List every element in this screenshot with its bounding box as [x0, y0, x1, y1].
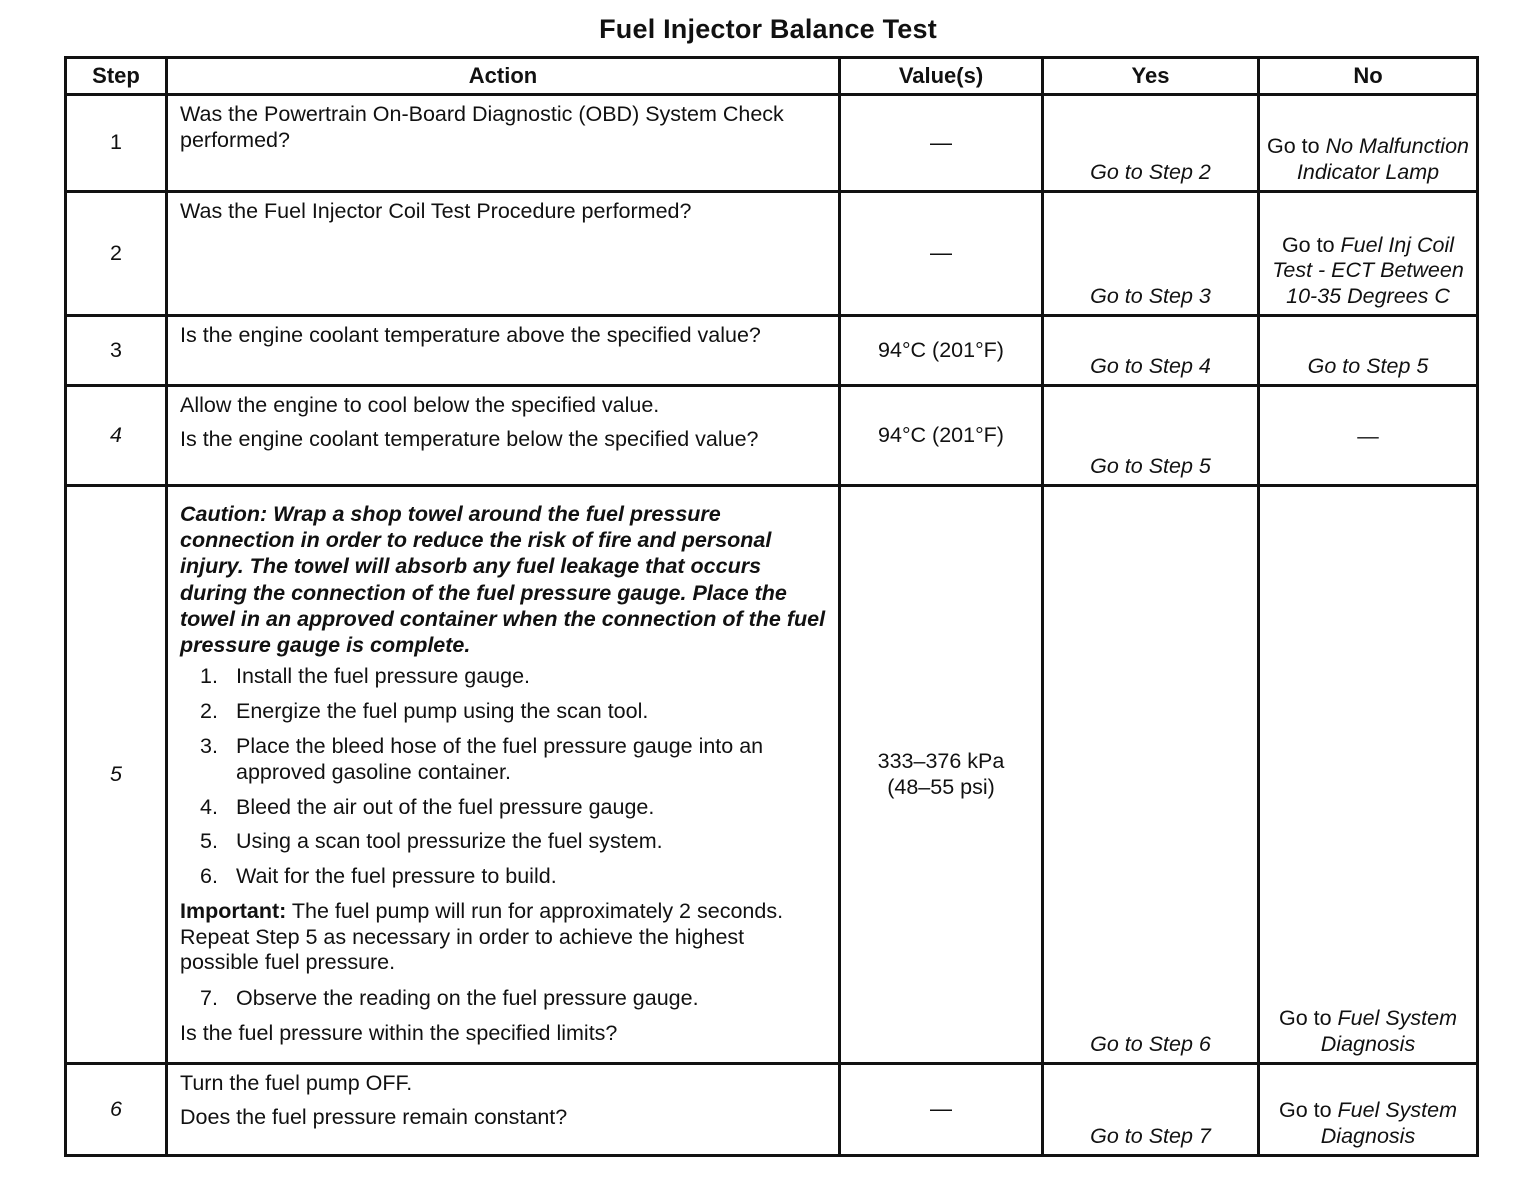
- action-text: Turn the fuel pump OFF.: [180, 1071, 413, 1095]
- yes-cell: Go to Step 4: [1043, 316, 1259, 386]
- no-cell: Go to Step 5: [1259, 316, 1478, 386]
- yes-cell: Go to Step 2: [1043, 95, 1259, 192]
- list-item: 2. Energize the fuel pump using the scan tool.: [200, 699, 649, 724]
- action-cell: [167, 95, 840, 192]
- no-target: No Malfunction Indicator Lamp: [1296, 134, 1469, 185]
- action-cell: [167, 386, 840, 486]
- yes-cell: Go to Step 6: [1043, 486, 1259, 1064]
- action-text: Was the Fuel Injector Coil Test Procedure performed?: [180, 199, 692, 223]
- value-cell: —: [840, 95, 1043, 192]
- header-values: Value(s): [840, 58, 1043, 95]
- list-item: 3. Place the bleed hose of the fuel pressure gauge into an approved gasoline container.: [200, 733, 764, 784]
- table-row: [66, 386, 1478, 486]
- important-note: [180, 899, 828, 976]
- no-cell: [1259, 192, 1478, 316]
- list-item: 1. Install the fuel pressure gauge.: [200, 664, 531, 689]
- step-number: 2: [66, 192, 167, 316]
- important-label: Important:: [180, 898, 287, 923]
- no-prefix: Go to: [1281, 232, 1335, 257]
- header-step: Step: [66, 58, 167, 95]
- no-target: Fuel System Diagnosis: [1320, 1006, 1458, 1057]
- procedure-list-continued: [180, 986, 828, 1012]
- no-prefix: Go to: [1278, 1098, 1332, 1123]
- action-cell: [167, 1064, 840, 1156]
- table-row: [66, 192, 1478, 316]
- value-cell: 94°C (201°F): [840, 386, 1043, 486]
- header-action: Action: [167, 58, 840, 95]
- no-target: Fuel Inj Coil Test - ECT Between 10-35 Degrees C: [1272, 232, 1464, 309]
- step-number: 6: [66, 1064, 167, 1156]
- no-cell: [1259, 486, 1478, 1064]
- list-item: 6. Wait for the fuel pressure to build.: [200, 864, 557, 889]
- value-cell: —: [840, 1064, 1043, 1156]
- no-cell: —: [1259, 386, 1478, 486]
- table-row: [66, 1064, 1478, 1156]
- value-line: 333–376 kPa: [877, 748, 1005, 773]
- action-text: Is the engine coolant temperature above the specified value?: [180, 323, 761, 347]
- step-number: 1: [66, 95, 167, 192]
- yes-cell: Go to Step 7: [1043, 1064, 1259, 1156]
- value-cell: [840, 486, 1043, 1064]
- page-title: Fuel Injector Balance Test: [599, 14, 937, 44]
- no-prefix: Go to: [1278, 1006, 1332, 1031]
- action-cell: [167, 486, 840, 1064]
- step-number: 5: [66, 486, 167, 1064]
- action-question: Does the fuel pressure remain constant?: [180, 1104, 568, 1129]
- list-item: 7. Observe the reading on the fuel pressure gauge.: [200, 986, 699, 1011]
- no-target: Fuel System Diagnosis: [1320, 1098, 1458, 1149]
- important-text: The fuel pump will run for approximately 2 seconds. Repeat Step 5 as necessary in order to achieve the highest possible fuel pressure.: [180, 898, 784, 975]
- table-row: [66, 95, 1478, 192]
- step-number: 4: [66, 386, 167, 486]
- yes-cell: Go to Step 3: [1043, 192, 1259, 316]
- step-number: 3: [66, 316, 167, 386]
- diagnostic-table: [64, 56, 1479, 1157]
- caution-note: Caution: Wrap a shop towel around the fuel pressure connection in order to reduce the risk of fire and personal injury. The towel will absorb any fuel leakage that occurs during the connection of the fuel pressure gauge. Place the towel in an approved container when the connection of the fuel pressure gauge is complete.: [180, 502, 826, 658]
- action-question: Is the engine coolant temperature below the specified value?: [180, 426, 759, 451]
- no-cell: [1259, 95, 1478, 192]
- value-cell: —: [840, 192, 1043, 316]
- table-header-row: [66, 58, 1478, 95]
- action-cell: [167, 316, 840, 386]
- table-row: [66, 316, 1478, 386]
- no-prefix: Go to: [1267, 134, 1320, 159]
- value-line: (48–55 psi): [887, 774, 995, 799]
- action-cell: [167, 192, 840, 316]
- list-item: 5. Using a scan tool pressurize the fuel system.: [200, 829, 663, 854]
- yes-cell: Go to Step 5: [1043, 386, 1259, 486]
- no-cell: [1259, 1064, 1478, 1156]
- value-cell: 94°C (201°F): [840, 316, 1043, 386]
- action-text: Was the Powertrain On-Board Diagnostic (OBD) System Check performed?: [180, 102, 784, 152]
- procedure-list: [180, 664, 828, 890]
- header-no: No: [1259, 58, 1478, 95]
- action-text: Allow the engine to cool below the specified value.: [180, 393, 660, 417]
- list-item: 4. Bleed the air out of the fuel pressure gauge.: [200, 794, 655, 819]
- header-yes: Yes: [1043, 58, 1259, 95]
- table-row: [66, 486, 1478, 1064]
- action-question: Is the fuel pressure within the specified limits?: [180, 1021, 618, 1046]
